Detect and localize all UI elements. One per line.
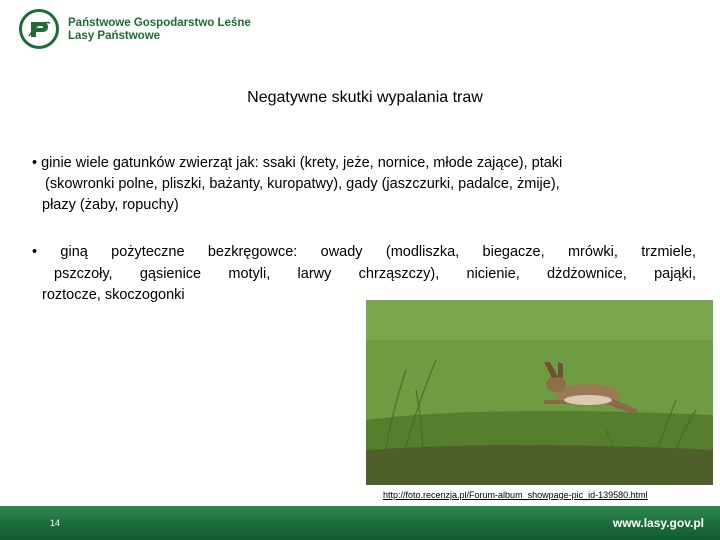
bullet2-line2: pszczoły, gąsienice motyli, larwy chrząszczy), nicienie, dżdżownice, pająki, xyxy=(54,265,696,282)
hare-in-field-photo xyxy=(366,300,713,485)
bullet2-line1-text: giną pożyteczne bezkręgowce: owady (modliszka, biegacze, mrówki, trzmiele, xyxy=(60,244,697,260)
organization-name-line2: Lasy Państwowe xyxy=(68,30,161,42)
bullet1-line2: (skowronki polne, pliszki, bażanty, kuropatwy), gady (jaszczurki, padalce, żmije), xyxy=(45,176,560,192)
page-number: 14 xyxy=(50,518,61,528)
bullet2-line3: roztocze, skoczogonki xyxy=(42,287,185,303)
slide-title: Negatywne skutki wypalania traw xyxy=(247,89,483,106)
lasy-panstwowe-logo-icon xyxy=(19,9,59,49)
website-url[interactable]: www.lasy.gov.pl xyxy=(612,516,704,530)
organization-name-line1: Państwowe Gospodarstwo Leśne xyxy=(68,17,251,29)
bullet-marker: • xyxy=(32,155,38,171)
bullet1-line3: płazy (żaby, ropuchy) xyxy=(42,197,179,213)
bullet2-line1 xyxy=(32,242,696,264)
bullet1-line1-text: ginie wiele gatunków zwierząt jak: ssaki (krety, jeże, nornice, młode zające), ptaki xyxy=(41,155,563,171)
photo-source-link[interactable]: http://foto.recenzja.pl/Forum-album_showpage-pic_id-139580.html xyxy=(383,490,648,500)
bullet-marker: • xyxy=(32,244,38,260)
footer-bar xyxy=(0,506,720,540)
organization-name xyxy=(68,17,251,43)
bullet-item-animals xyxy=(32,153,696,216)
bullet1-line1 xyxy=(32,153,696,174)
bullet-item-invertebrates xyxy=(32,242,696,307)
slide-header xyxy=(0,0,720,60)
